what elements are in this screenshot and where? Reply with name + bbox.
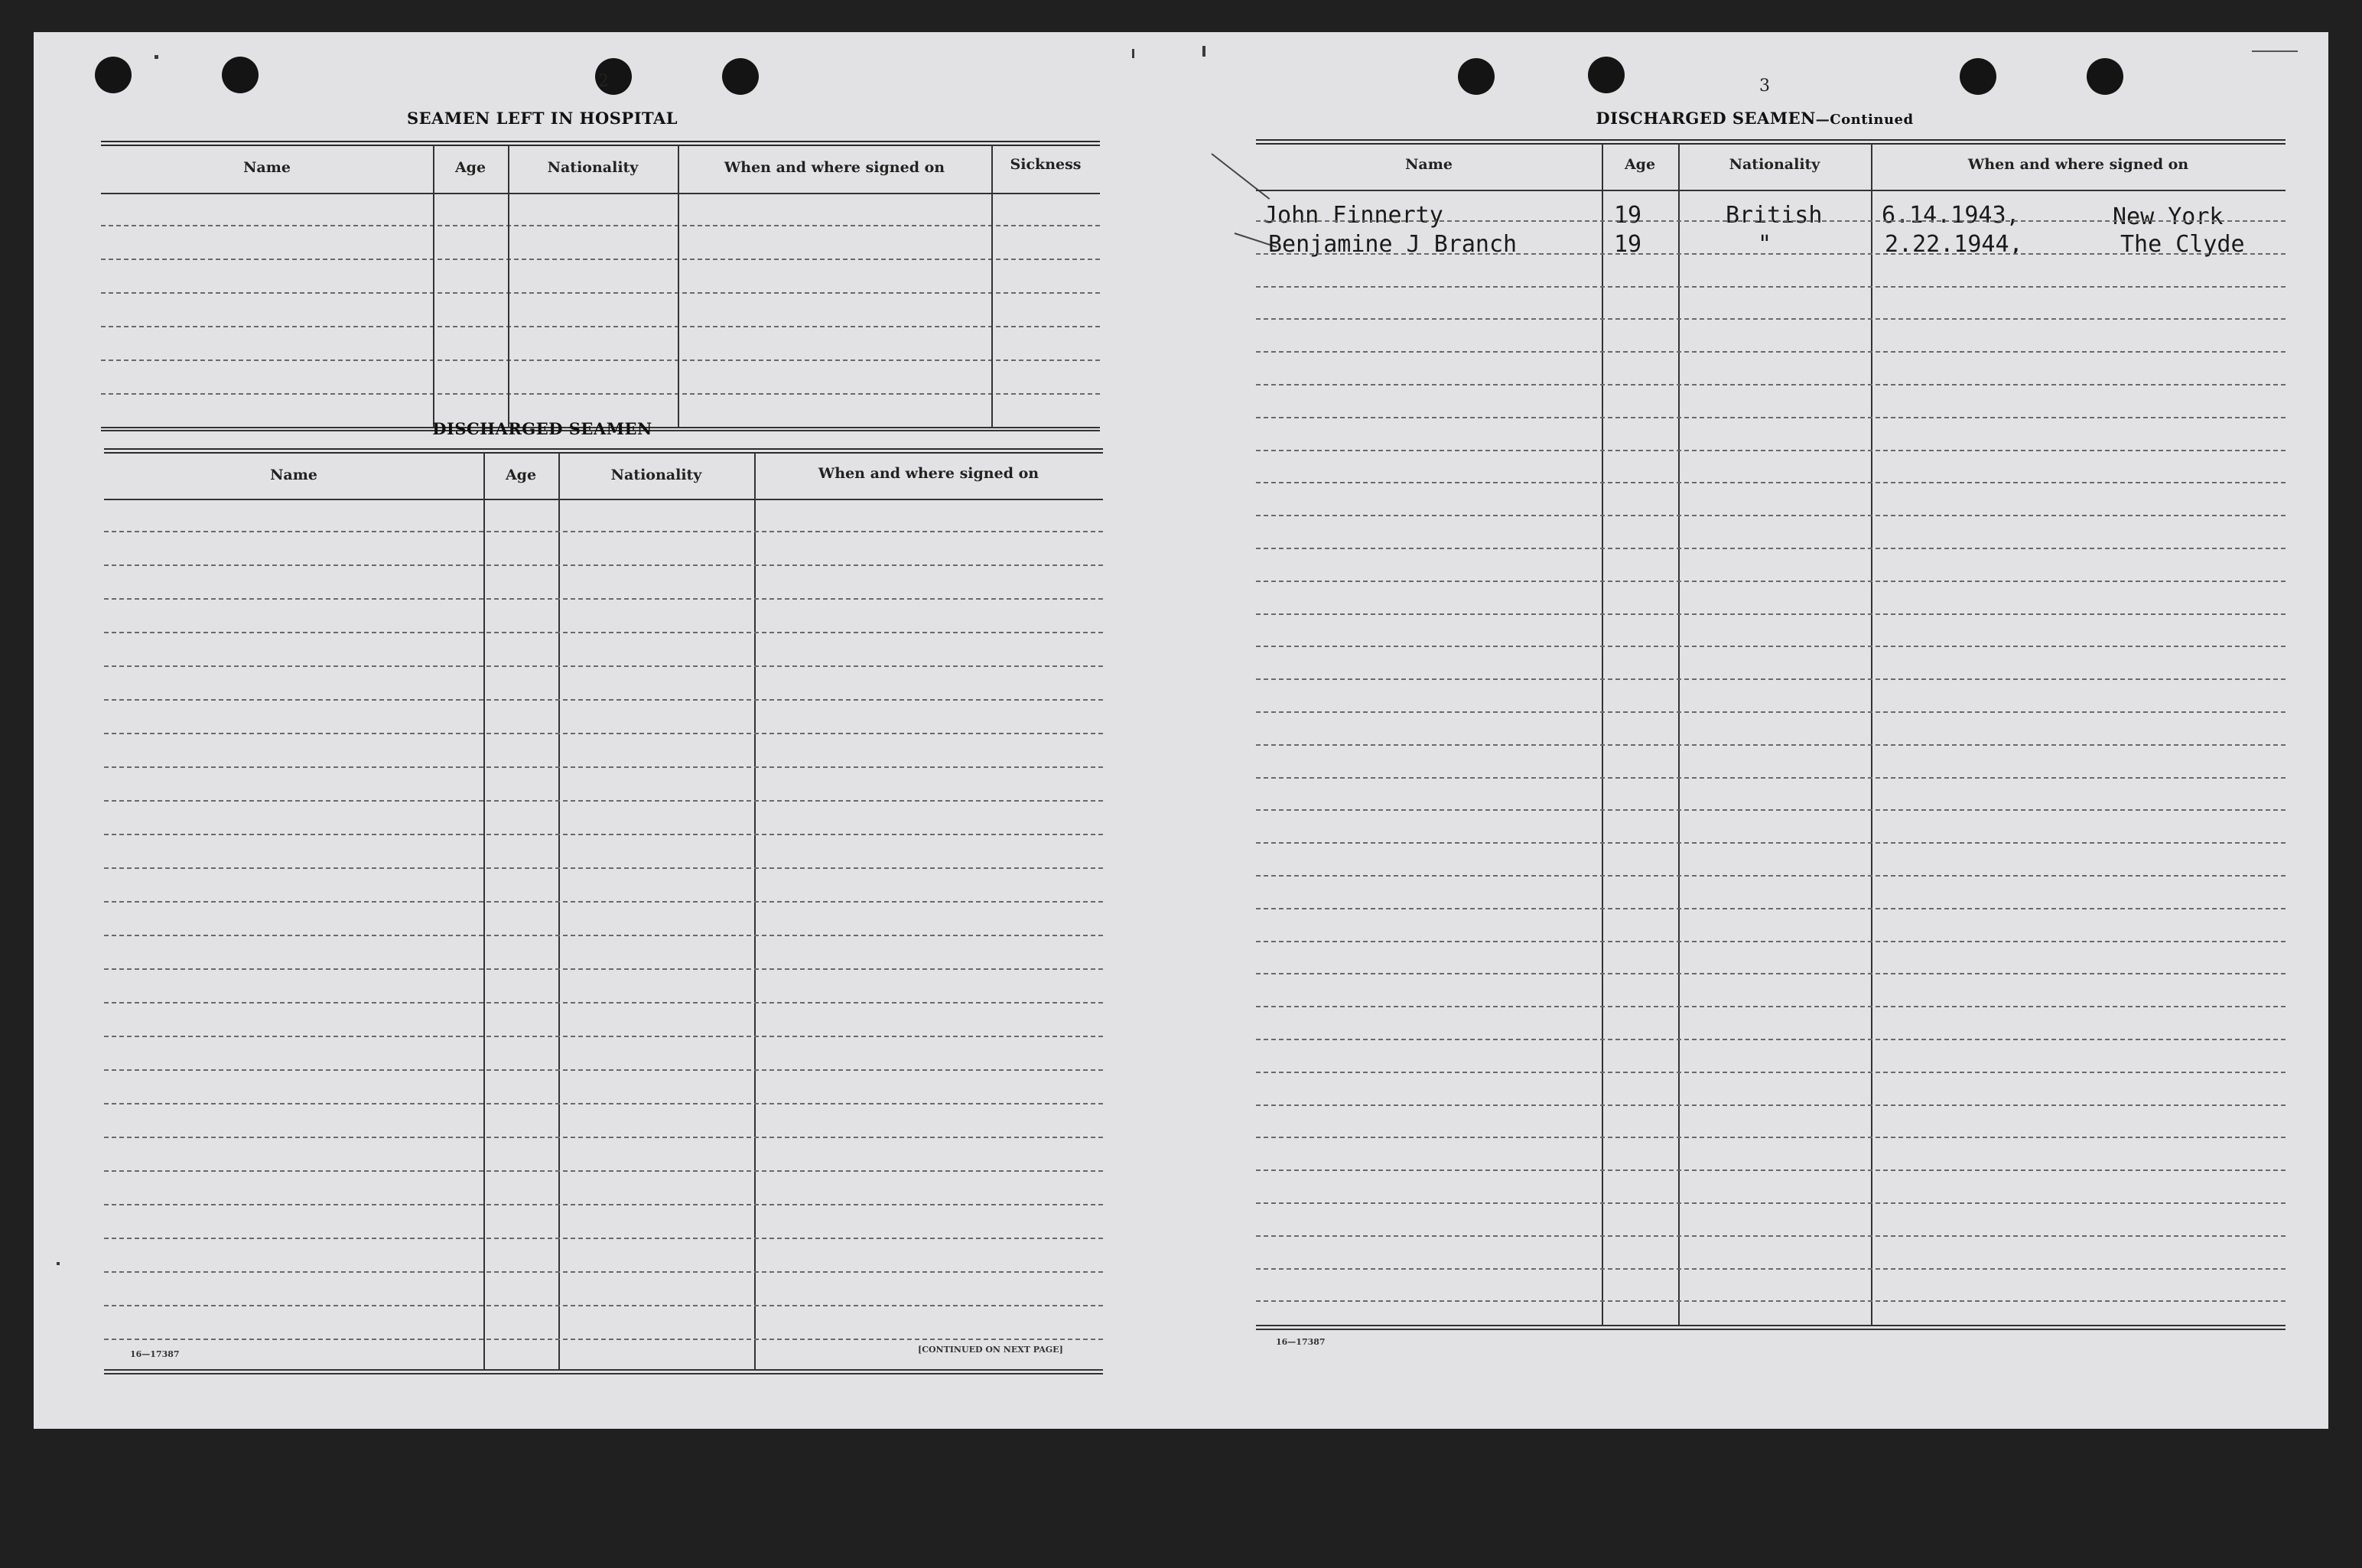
- ruled-line: [1256, 744, 2286, 746]
- right-form-number: 16—17387: [1276, 1337, 1326, 1347]
- row-1-place: New York: [2113, 203, 2224, 230]
- discharged-table-left: [104, 448, 1103, 1381]
- ruled-line: [104, 1137, 1103, 1138]
- ruled-line: [1256, 1169, 2286, 1171]
- ruled-line: [104, 1271, 1103, 1273]
- ruled-line: [104, 1339, 1103, 1340]
- ruled-line: [1256, 482, 2286, 483]
- right-col-nationality: Nationality: [1729, 156, 1820, 173]
- ruled-line: [1256, 1104, 2286, 1106]
- ruled-line: [104, 564, 1103, 566]
- hospital-col-age: Age: [454, 159, 486, 176]
- ruled-line: [1256, 351, 2286, 353]
- ruled-line: [104, 766, 1103, 768]
- ruled-line: [104, 1238, 1103, 1239]
- hospital-section-title: SEAMEN LEFT IN HOSPITAL: [406, 109, 678, 128]
- row-1-nationality: British: [1726, 202, 1823, 229]
- ruled-line: [104, 632, 1103, 633]
- row-2-age: 19: [1614, 231, 1642, 258]
- ruled-line: [1256, 1039, 2286, 1040]
- ruled-line: [104, 1170, 1103, 1172]
- ruled-line: [1256, 646, 2286, 647]
- ruled-line: [1256, 515, 2286, 516]
- row-1-date: 6.14.1943,: [1882, 202, 2020, 229]
- ruled-line: [1256, 384, 2286, 385]
- row-2-date: 2.22.1944,: [1885, 231, 2023, 258]
- right-col-age: Age: [1624, 156, 1656, 173]
- ruled-line: [104, 800, 1103, 802]
- hospital-col-name: Name: [243, 159, 291, 176]
- ruled-line: [1256, 548, 2286, 549]
- row-2-name: Benjamine J Branch: [1268, 231, 1518, 258]
- right-page-number: 3: [1759, 76, 1770, 96]
- punch-hole: [722, 58, 759, 95]
- ruled-line: [104, 1002, 1103, 1004]
- ruled-line: [1256, 417, 2286, 418]
- ruled-line: [104, 1069, 1103, 1071]
- row-2-nationality: ": [1758, 231, 1772, 258]
- ruled-line: [1256, 318, 2286, 320]
- ruled-line: [1256, 908, 2286, 909]
- discharged-col-nationality: Nationality: [610, 467, 702, 483]
- ruled-line: [1256, 1235, 2286, 1237]
- ruled-line: [1256, 777, 2286, 779]
- ruled-line: [1256, 875, 2286, 877]
- discharged-col-name: Name: [270, 467, 317, 483]
- punch-hole: [2087, 58, 2123, 95]
- ruled-line: [104, 1305, 1103, 1306]
- ruled-line: [104, 699, 1103, 701]
- ruled-line: [1256, 1072, 2286, 1073]
- ruled-line: [1256, 1006, 2286, 1007]
- ruled-line: [1256, 973, 2286, 974]
- ruled-line: [104, 1204, 1103, 1205]
- ruled-line: [1256, 1202, 2286, 1204]
- ruled-line: [104, 834, 1103, 835]
- punch-hole: [1960, 58, 1996, 95]
- left-form-number: 16—17387: [130, 1349, 180, 1359]
- discharged-section-title: DISCHARGED SEAMEN: [432, 419, 652, 438]
- discharged-col-signed-on: When and where signed on: [818, 465, 1039, 482]
- row-1-age: 19: [1614, 202, 1642, 229]
- ruled-line: [1256, 1137, 2286, 1138]
- hospital-col-sickness: Sickness: [1010, 156, 1082, 173]
- ruled-line: [1256, 253, 2286, 255]
- ruled-line: [1256, 220, 2286, 222]
- ruled-line: [104, 935, 1103, 936]
- row-1-name: John Finnerty: [1264, 202, 1443, 229]
- hospital-table: [101, 141, 1100, 434]
- ruled-line: [1256, 450, 2286, 451]
- hospital-col-nationality: Nationality: [547, 159, 639, 176]
- ruled-line: [1256, 286, 2286, 288]
- ruled-line: [104, 733, 1103, 734]
- ruled-line: [104, 1103, 1103, 1104]
- right-title-main: DISCHARGED SEAMEN: [1596, 109, 1816, 128]
- ruled-line: [1256, 941, 2286, 942]
- ruled-line: [1256, 711, 2286, 713]
- right-title-suffix: —Continued: [1815, 112, 1914, 128]
- ruled-line: [1256, 1300, 2286, 1302]
- ruled-line: [1256, 809, 2286, 811]
- document-sheet: [34, 32, 2328, 1429]
- punch-hole: [1458, 58, 1495, 95]
- ruled-line: [1256, 1268, 2286, 1270]
- ruled-line: [1256, 613, 2286, 615]
- discharged-table-right: [1256, 139, 2286, 1332]
- hospital-col-signed-on: When and where signed on: [724, 159, 945, 176]
- punch-hole: [1588, 57, 1625, 93]
- ruled-line: [104, 665, 1103, 667]
- right-col-signed-on: When and where signed on: [1967, 156, 2189, 173]
- ruled-line: [104, 1036, 1103, 1037]
- right-section-title: [1487, 109, 2022, 128]
- left-page-number: 2: [598, 72, 609, 91]
- ruled-line: [1256, 842, 2286, 844]
- ruled-line: [104, 531, 1103, 532]
- punch-hole: [222, 57, 259, 93]
- ruled-line: [104, 867, 1103, 869]
- ruled-line: [1256, 678, 2286, 680]
- ruled-line: [104, 901, 1103, 903]
- continued-note: [CONTINUED ON NEXT PAGE]: [918, 1345, 1063, 1355]
- discharged-col-age: Age: [505, 467, 537, 483]
- row-2-place: The Clyde: [2120, 231, 2245, 258]
- ruled-line: [104, 598, 1103, 600]
- ruled-line: [104, 968, 1103, 970]
- ruled-line: [1256, 581, 2286, 582]
- right-col-name: Name: [1405, 156, 1453, 173]
- punch-hole: [95, 57, 132, 93]
